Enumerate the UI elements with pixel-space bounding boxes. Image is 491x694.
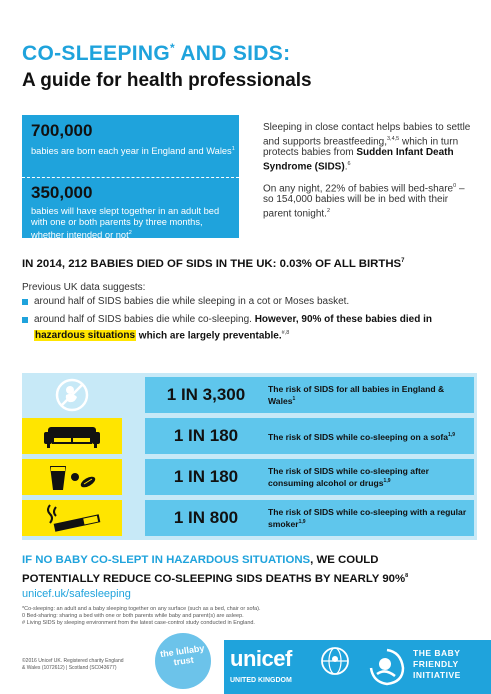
risk-row-all-babies xyxy=(22,377,477,413)
alcohol-drugs-icon xyxy=(22,459,122,495)
risk-bar xyxy=(145,377,474,413)
stat-cosleep-number: 350,000 xyxy=(31,183,93,202)
bullet-cosleeping: around half of SIDS babies die while co-sleeping. However, 90% of these babies died in hazardous situations which are largely preventable.$^{\#,8}$ xyxy=(22,313,477,342)
footnote: 0 Bed-sharing: sharing a bed with one or both parents while baby and parent(s) are asleep. xyxy=(22,613,244,619)
baby-friendly-initiative-logo: THE BABY FRIENDLY INITIATIVE xyxy=(357,640,491,694)
sids-headline: IN 2014, 212 BABIES DIED OF SIDS IN THE UK: 0.03% OF ALL BIRTHS$^7$ xyxy=(22,258,405,270)
bullet-square-icon xyxy=(22,317,28,323)
risk-bar xyxy=(145,459,474,495)
risk-row-smoker xyxy=(22,500,477,536)
footnote: *Co-sleeping: an adult and a baby sleeping together on any surface (such as a bed, chair or sofa). xyxy=(22,606,261,612)
stat-cosleep-text: babies will have slept together in an adult bed with one or both parents by three months, whether intended or not$^2$ xyxy=(31,206,220,241)
risk-row-alcohol xyxy=(22,459,477,495)
intro-text xyxy=(263,122,475,228)
risk-bar xyxy=(145,500,474,536)
safesleeping-link[interactable]: unicef.uk/safesleeping xyxy=(22,588,131,600)
lullaby-trust-logo: the lullaby trust xyxy=(155,633,211,689)
risk-ratio: 1 IN 3,300 xyxy=(166,385,246,404)
bullet-cot: around half of SIDS babies die while sleeping in a cot or Moses basket. xyxy=(22,295,477,309)
reduction-statement: IF NO BABY CO-SLEPT IN HAZARDOUS SITUATIONS, WE COULD POTENTIALLY REDUCE CO-SLEEPING SIDS DEATHS BY NEARLY 90%$^8$ xyxy=(22,554,409,585)
mother-baby-icon xyxy=(367,648,407,686)
stats-box xyxy=(22,115,239,241)
page-title: CO-SLEEPING* AND SIDS: xyxy=(22,41,291,65)
previous-data-lead: Previous UK data suggests: xyxy=(22,282,146,293)
risk-row-sofa xyxy=(22,418,477,454)
unicef-logo: unicef UNITED KINGDOM xyxy=(224,640,357,694)
globe-icon xyxy=(320,646,350,676)
bullet-square-icon xyxy=(22,299,28,305)
copyright: ©2016 Unicef UK. Registered charity England & Wales (1072612) | Scotland (SC043677) xyxy=(22,658,124,671)
hazardous-highlight: hazardous situations xyxy=(35,329,136,341)
risk-bar xyxy=(145,418,474,454)
cigarette-icon xyxy=(22,500,122,536)
stat-divider xyxy=(22,177,239,178)
baby-icon xyxy=(22,377,122,413)
risk-description: The risk of SIDS while co-sleeping on a sofa$^{1,9}$ xyxy=(268,431,455,442)
sofa-icon xyxy=(22,418,122,454)
risk-ratio: 1 IN 180 xyxy=(173,426,239,445)
risk-description: The risk of SIDS for all babies in England & Wales$^1$ xyxy=(268,383,445,406)
risk-ratio: 1 IN 800 xyxy=(173,508,239,527)
footnote: # Living SIDS by sleeping environment from the latest case-control study conducted in England. xyxy=(22,620,255,626)
risk-description: The risk of SIDS while co-sleeping after consuming alcohol or drugs$^{1,9}$ xyxy=(268,465,429,488)
intro-paragraph-2: On any night, 22% of babies will bed-share$^0$ – so 154,000 babies will be in bed with their parent tonight.$^2$ xyxy=(263,182,465,220)
stat-births-text: babies are born each year in England and Wales$^1$ xyxy=(31,146,235,157)
risk-description: The risk of SIDS while co-sleeping with a regular smoker$^{1,9}$ xyxy=(268,506,467,529)
intro-paragraph-1: Sleeping in close contact helps babies to settle and supports breastfeeding,$^{3,4,5}$ which in turn protects babies from Sudden Infant Death Syndrome (SIDS).$^6$ xyxy=(263,122,471,173)
stat-births-number: 700,000 xyxy=(31,121,93,140)
risk-ratio: 1 IN 180 xyxy=(173,467,239,486)
page-subtitle: A guide for health professionals xyxy=(22,70,312,91)
